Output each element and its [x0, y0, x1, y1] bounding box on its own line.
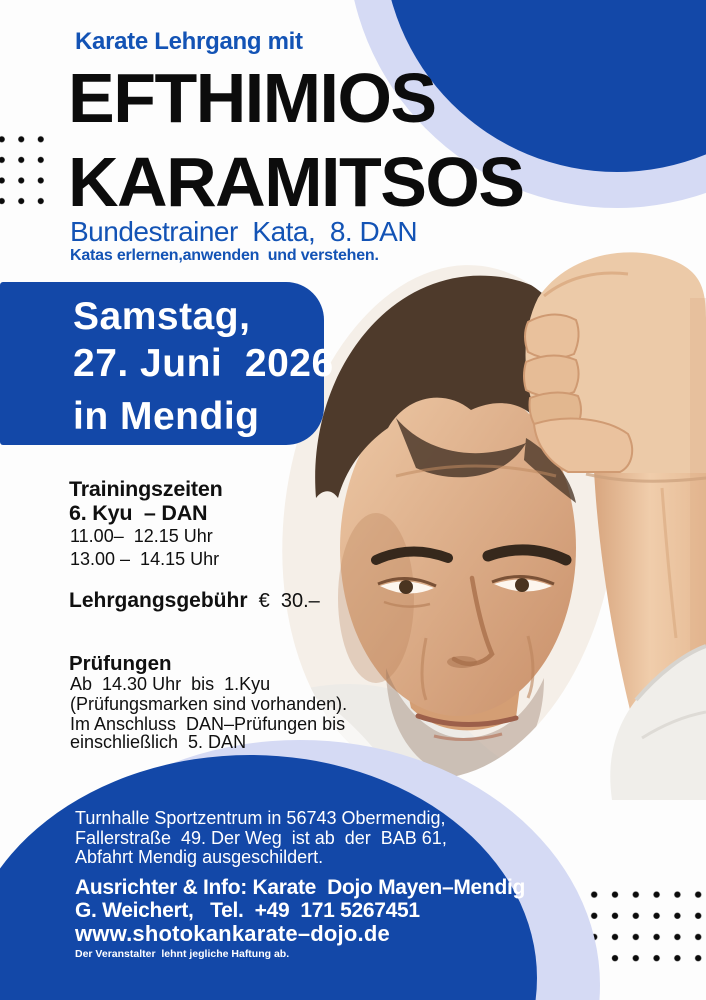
fee-label: Lehrgangsgebühr [69, 589, 248, 612]
venue-line-2: Fallerstraße 49. Der Weg ist ab der BAB 61, [75, 828, 447, 848]
training-grades: 6. Kyu – DAN [69, 501, 208, 525]
tagline-text: Katas erlernen,anwenden und verstehen. [70, 247, 379, 264]
title-line-2: KARAMITSOS [68, 143, 524, 221]
organizer-line: Ausrichter & Info: Karate Dojo Mayen–Mendig [75, 876, 526, 899]
website-text: www.shotokankarate–dojo.de [75, 921, 390, 946]
exams-line-3: Im Anschluss DAN–Prüfungen bis [70, 714, 346, 734]
contact-line: G. Weichert, Tel. +49 171 5267451 [75, 899, 420, 922]
subtitle-text: Bundestrainer Kata, 8. DAN [70, 216, 418, 247]
venue-line-1: Turnhalle Sportzentrum in 56743 Obermendig, [75, 808, 446, 828]
date-weekday: Samstag, [73, 295, 251, 338]
date-value: 27. Juni 2026 [73, 342, 334, 385]
training-heading: Trainingszeiten [69, 477, 223, 501]
exams-line-1: Ab 14.30 Uhr bis 1.Kyu [70, 674, 271, 694]
date-location: in Mendig [73, 395, 260, 438]
exams-line-4: einschließlich 5. DAN [70, 732, 247, 752]
training-session-2: 13.00 – 14.15 Uhr [70, 549, 220, 569]
dot-grid-left [0, 129, 52, 212]
fee-line [69, 589, 320, 613]
training-session-1: 11.00– 12.15 Uhr [70, 526, 213, 546]
kicker-text: Karate Lehrgang mit [75, 28, 303, 55]
exams-line-2: (Prüfungsmarken sind vorhanden). [70, 694, 348, 714]
disclaimer-text: Der Veranstalter lehnt jegliche Haftung ab. [75, 948, 290, 960]
page-title [68, 56, 524, 224]
date-box [0, 282, 334, 445]
title-line-1: EFTHIMIOS [68, 59, 436, 137]
exams-heading: Prüfungen [69, 652, 172, 675]
fee-value: € 30.– [247, 590, 320, 612]
venue-line-3: Abfahrt Mendig ausgeschildert. [75, 847, 324, 867]
